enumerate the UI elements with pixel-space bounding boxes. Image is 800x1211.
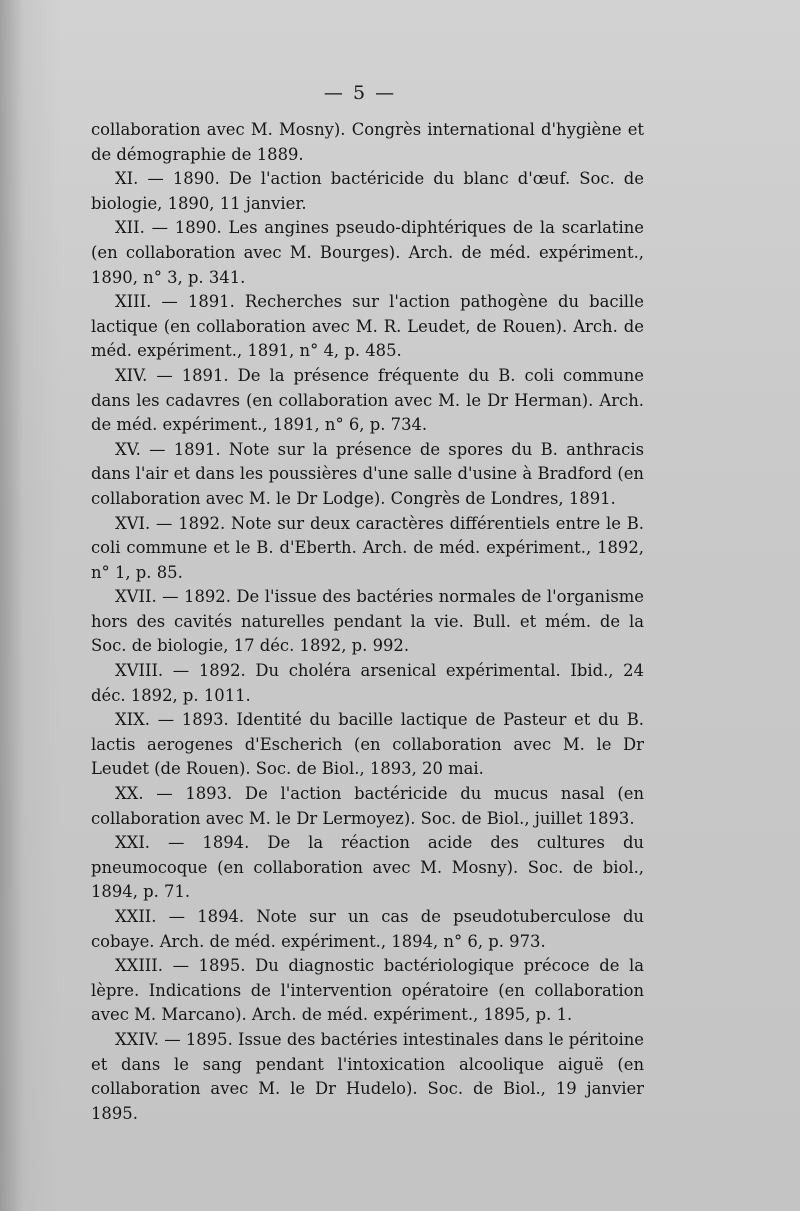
bibliography-entry-xxi: XXI. — 1894. De la réaction acide des cultures du pneumocoque (en collaboration avec M. Mosny). Soc. de biol., 1894, p. 71. [91, 833, 644, 902]
bibliography-entry-xii: XII. — 1890. Les angines pseudo-diphtériques de la scarlatine (en collaboration avec M. Bourges). Arch. de méd. expériment., 1890, n° 3, p. 341. [91, 218, 644, 287]
bibliography-entry-xiv: XIV. — 1891. De la présence fréquente du B. coli commune dans les cadavres (en collaboration avec M. le Dr Herman). Arch. de méd. expériment., 1891, n° 6, p. 734. [91, 365, 644, 435]
bibliography-entry-xvii: XVII. — 1892. De l'issue des bactéries normales de l'organisme hors des cavités naturelles pendant la vie. Bull. et mém. de la Soc. de biologie, 17 déc. 1892, p. 992. [91, 587, 644, 656]
bibliography-entry-xxiv: XXIV. — 1895. Issue des bactéries intestinales dans le péritoine et dans le sang pendant l'intoxication alcoolique aiguë (en collaboration avec M. le Dr Hudelo). Soc. de Biol., 19 janvier 1895. [91, 1029, 644, 1123]
bibliography-list [91, 118, 644, 1126]
bibliography-entry-xxiii: XXIII. — 1895. Du diagnostic bactériologique précoce de la lèpre. Indications de l'intervention opératoire (en collaboration avec M. Marcano). Arch. de méd. expériment., 1895, p. 1. [91, 956, 644, 1025]
bibliography-entry-xvi: XVI. — 1892. Note sur deux caractères différentiels entre le B. coli commune et le B. d'Eberth. Arch. de méd. expériment., 1892, n° 1, p. 85. [91, 513, 644, 582]
bibliography-entry-xv: XV. — 1891. Note sur la présence de spores du B. anthracis dans l'air et dans les poussières d'une salle d'usine à Bradford (en collaboration avec M. le Dr Lodge). Congrès de Londres, 1891. [91, 439, 644, 508]
page-number: — 5 — [323, 82, 397, 104]
bibliography-entry-xiii: XIII. — 1891. Recherches sur l'action pathogène du bacille lactique (en collaboration avec M. R. Leudet, de Rouen). Arch. de méd. expériment., 1891, n° 4, p. 485. [91, 292, 644, 361]
bibliography-entry-continued: collaboration avec M. Mosny). Congrès international d'hygiène et de démographie de 1889. [91, 120, 644, 164]
bibliography-entry-xix: XIX. — 1893. Identité du bacille lactique de Pasteur et du B. lactis aerogenes d'Escherich (en collaboration avec M. le Dr Leudet (de Rouen). Soc. de Biol., 1893, 20 mai. [91, 710, 644, 779]
bibliography-entry-xxii: XXII. — 1894. Note sur un cas de pseudotuberculose du cobaye. Arch. de méd. expériment., 1894, n° 6, p. 973. [91, 907, 644, 951]
page-edge-shadow [0, 0, 60, 1211]
bibliography-entry-xviii: XVIII. — 1892. Du choléra arsenical expérimental. Ibid., 24 déc. 1892, p. 1011. [91, 661, 644, 705]
bibliography-entry-xi: XI. — 1890. De l'action bactéricide du blanc d'œuf. Soc. de biologie, 1890, 11 janvier. [91, 169, 644, 213]
bibliography-entry-xx: XX. — 1893. De l'action bactéricide du mucus nasal (en collaboration avec M. le Dr Lermoyez). Soc. de Biol., juillet 1893. [91, 784, 644, 828]
